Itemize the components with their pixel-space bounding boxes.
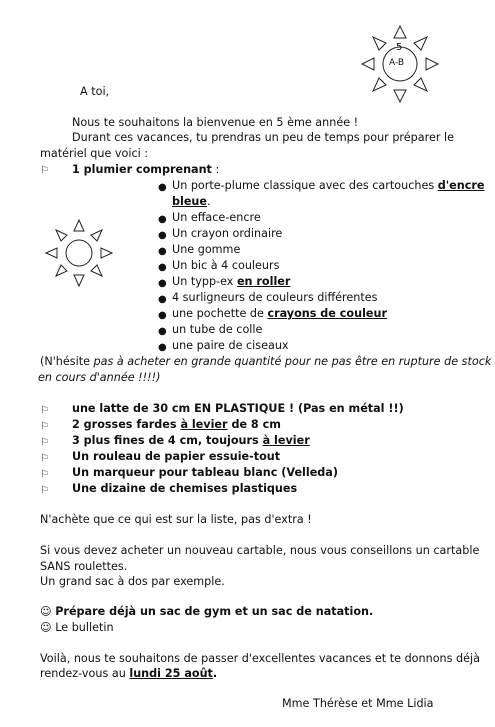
salutation: A toi, [80, 85, 110, 98]
bullet-icon: ● [158, 294, 167, 305]
supply-item: 3 plus fines de 4 cm, toujours à levier [72, 434, 310, 447]
note-line-2: en cours d'année !!!!) [38, 371, 161, 384]
closing-line-1: Voilà, nous te souhaitons de passer d'excellentes vacances et te donnons déjà [40, 652, 480, 665]
bullet-icon: ● [158, 214, 167, 225]
list-item: un tube de colle [172, 323, 263, 336]
cartable-line-1: Si vous devez acheter un nouveau cartable, nous vous conseillons un cartable [40, 544, 480, 557]
supply-item: Une dizaine de chemises plastiques [72, 482, 298, 495]
badge-number: 5 [396, 42, 403, 53]
flag-icon: ⚐ [40, 165, 49, 176]
smiley-icon: ☺ [40, 621, 52, 634]
gym-bag-line: ☺ Prépare déjà un sac de gym et un sac de natation. [40, 605, 374, 618]
supply-item: une latte de 30 cm EN PLASTIQUE ! (Pas en métal !!) [72, 402, 404, 415]
badge-classes: A-B [389, 58, 405, 68]
supply-item: Un rouleau de papier essuie-tout [72, 450, 281, 463]
bulletin-line: ☺ Le bulletin [40, 621, 114, 634]
cartable-line-2: SANS roulettes. [40, 560, 128, 573]
list-item: bleue. [172, 195, 211, 208]
flag-icon: ⚐ [40, 453, 49, 464]
sun-icon [44, 218, 114, 288]
list-item: une pochette de crayons de couleur [172, 307, 387, 320]
flag-icon: ⚐ [40, 485, 49, 496]
list-item: Une gomme [172, 243, 241, 256]
signature: Mme Thérèse et Mme Lidia [282, 697, 434, 710]
bullet-icon: ● [158, 262, 167, 273]
flag-icon: ⚐ [40, 437, 49, 448]
flag-icon: ⚐ [40, 405, 49, 416]
plumier-title: 1 plumier comprenant [72, 163, 212, 176]
bullet-icon: ● [158, 278, 167, 289]
list-item: une paire de ciseaux [172, 339, 289, 352]
list-item: Un efface-encre [172, 211, 261, 224]
bullet-icon: ● [158, 326, 167, 337]
bullet-icon: ● [158, 182, 167, 193]
cartable-line-3: Un grand sac à dos par exemple. [40, 575, 225, 588]
plumier-heading [72, 162, 219, 178]
flag-icon: ⚐ [40, 421, 49, 432]
note-line-1: (N'hésite pas à acheter en grande quantité pour ne pas être en rupture de stock [40, 355, 492, 368]
list-item: Un porte-plume classique avec des cartouches d'encre [172, 179, 485, 192]
list-item: 4 surligneurs de couleurs différentes [172, 291, 378, 304]
supply-item: Un marqueur pour tableau blanc (Velleda) [72, 466, 338, 479]
bullet-icon: ● [158, 342, 167, 353]
bullet-icon: ● [158, 230, 167, 241]
bullet-icon: ● [158, 310, 167, 321]
smiley-icon: ☺ [40, 605, 52, 618]
bullet-icon: ● [158, 246, 167, 257]
only-list-text: N'achète que ce qui est sur la liste, pas d'extra ! [40, 513, 312, 526]
list-item: Un typp-ex en roller [172, 275, 291, 288]
flag-icon: ⚐ [40, 469, 49, 480]
plumier-colon: : [211, 163, 220, 176]
supply-item: 2 grosses fardes à levier de 8 cm [72, 418, 281, 431]
intro-line-2: Durant ces vacances, tu prendras un peu de temps pour préparer le [72, 131, 454, 144]
closing-line-2: rendez-vous au lundi 25 août. [40, 667, 218, 680]
intro-line-3: matériel que voici : [40, 147, 149, 160]
intro-line-1: Nous te souhaitons la bienvenue en 5 ème année ! [72, 116, 359, 129]
list-item: Un crayon ordinaire [172, 227, 283, 240]
list-item: Un bic à 4 couleurs [172, 259, 280, 272]
